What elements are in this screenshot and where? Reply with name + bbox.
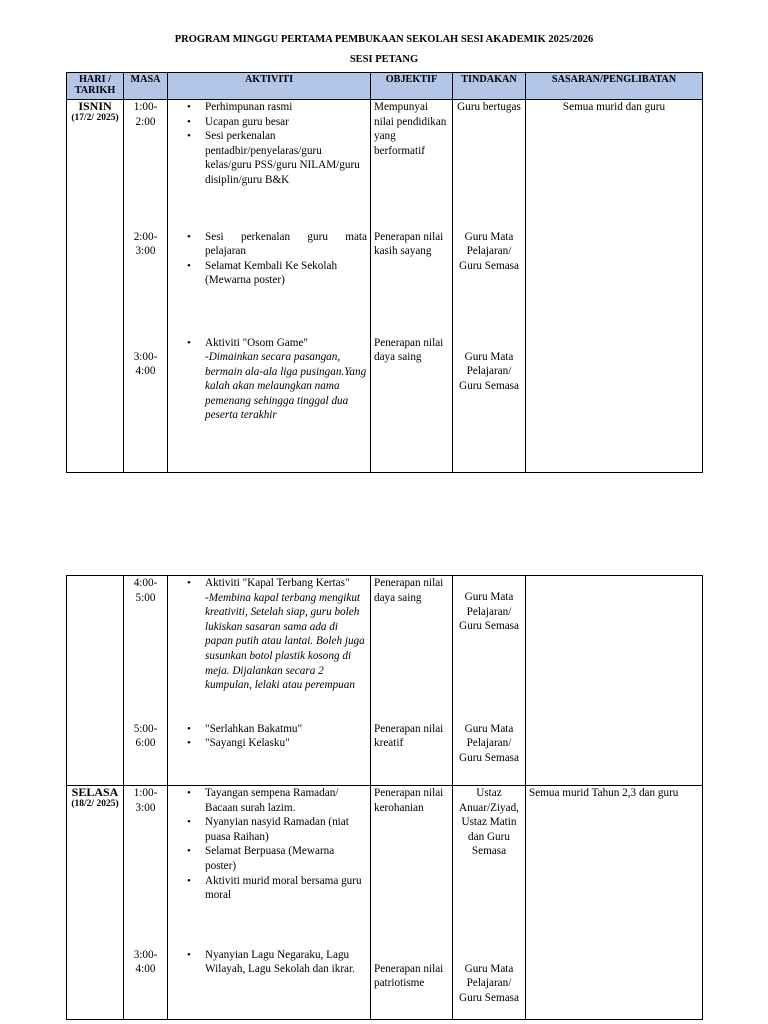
header-objektif: OBJEKTIF <box>371 73 453 100</box>
list-item: • Sesi perkenalan pentadbir/penyelaras/guru kelas/guru PSS/guru NILAM/guru disiplin/guru B&K <box>205 129 367 187</box>
list-item: • Selamat Kembali Ke Sekolah (Mewarna poster) <box>205 259 367 288</box>
sasaran-cell: Semua murid Tahun 2,3 dan guru <box>526 786 703 1020</box>
table-row <box>67 100 703 230</box>
objektif-cell: Mempunyai nilai pendidikan yang berformatif <box>371 100 453 230</box>
aktiviti-cell <box>168 576 371 722</box>
header-row <box>67 73 703 100</box>
activity-description: -Membina kapal terbang mengikut kreativiti, Setelah siap, guru boleh lukiskan sasaran sama ada di papan putih atau lantai. Boleh juga susunkan botol plastik kosong di meja. Dijalankan secara 2 kumpulan, lelaki atau perempuan <box>205 591 365 692</box>
sasaran-cell-empty <box>526 576 703 786</box>
day-cell-empty <box>67 576 124 786</box>
schedule-table-part-2 <box>66 575 703 1020</box>
tindakan-cell: Guru Mata Pelajaran/ Guru Semasa <box>453 336 526 473</box>
activity-description: -Dimainkan secara pasangan, bermain ala-ala liga pusingan.Yang kalah akan melaungkan nama pemenang sehingga tinggal dua peserta terakhir <box>205 351 367 422</box>
tindakan-cell: Guru Mata Pelajaran/ Guru Semasa <box>453 576 526 722</box>
list-item <box>205 576 367 693</box>
objektif-cell: Penerapan nilai kasih sayang <box>371 230 453 336</box>
masa-cell: 3:00- 4:00 <box>124 336 168 473</box>
header-tindakan: TINDAKAN <box>453 73 526 100</box>
day-date: (17/2/ 2025) <box>71 113 119 123</box>
day-date: (18/2/ 2025) <box>71 799 119 809</box>
day-name: ISNIN <box>78 99 112 113</box>
list-item: • Perhimpunan rasmi <box>205 100 367 115</box>
masa-cell: 5:00- 6:00 <box>124 722 168 786</box>
table-row <box>67 576 703 722</box>
aktiviti-cell <box>168 230 371 336</box>
list-item <box>205 336 367 424</box>
day-cell-isnin <box>67 100 124 473</box>
activity-title: Aktiviti "Kapal Terbang Kertas" <box>205 577 350 589</box>
header-hari: HARI / TARIKH <box>67 73 124 100</box>
aktiviti-cell <box>168 948 371 1020</box>
list-item: • Nyanyian nasyid Ramadan (niat puasa Raihan) <box>205 815 367 844</box>
tindakan-cell: Guru Mata Pelajaran/ Guru Semasa <box>453 230 526 336</box>
list-item: • Aktiviti murid moral bersama guru moral <box>205 874 367 903</box>
aktiviti-cell <box>168 100 371 230</box>
tindakan-cell: Guru Mata Pelajaran/ Guru Semasa <box>453 948 526 1020</box>
objektif-cell: Penerapan nilai kerohanian <box>371 786 453 948</box>
tindakan-cell: Guru bertugas <box>453 100 526 230</box>
objektif-cell: Penerapan nilai daya saing <box>371 576 453 722</box>
masa-cell: 3:00- 4:00 <box>124 948 168 1020</box>
header-sasaran: SASARAN/PENGLIBATAN <box>526 73 703 100</box>
day-cell-selasa <box>67 786 124 1020</box>
list-item: • Nyanyian Lagu Negaraku, Lagu Wilayah, Lagu Sekolah dan ikrar. <box>205 948 367 977</box>
day-name: SELASA <box>71 785 119 799</box>
tindakan-cell: Guru Mata Pelajaran/ Guru Semasa <box>453 722 526 786</box>
masa-cell: 1:00- 3:00 <box>124 786 168 948</box>
schedule-table-part-1 <box>66 72 703 473</box>
sasaran-cell: Semua murid dan guru <box>526 100 703 473</box>
list-item: • Sesi perkenalan guru mata pelajaran <box>205 230 367 259</box>
objektif-cell: Penerapan nilai daya saing <box>371 336 453 473</box>
tindakan-cell: Ustaz Anuar/Ziyad, Ustaz Matin dan Guru Semasa <box>453 786 526 948</box>
document-subtitle: SESI PETANG <box>349 54 419 65</box>
list-item: • Ucapan guru besar <box>205 115 367 130</box>
list-item: • "Sayangi Kelasku" <box>205 736 367 751</box>
list-item: • Selamat Berpuasa (Mewarna poster) <box>205 844 367 873</box>
objektif-cell: Penerapan nilai patriotisme <box>371 948 453 1020</box>
aktiviti-cell <box>168 786 371 948</box>
list-item: • "Serlahkan Bakatmu" <box>205 722 367 737</box>
objektif-cell: Penerapan nilai kreatif <box>371 722 453 786</box>
activity-title: Aktiviti "Osom Game" <box>205 336 308 349</box>
document-title: PROGRAM MINGGU PERTAMA PEMBUKAAN SEKOLAH SESI AKADEMIK 2025/2026 <box>174 34 594 45</box>
masa-cell: 1:00- 2:00 <box>124 100 168 230</box>
list-item: • Tayangan sempena Ramadan/ Bacaan surah lazim. <box>205 786 367 815</box>
header-masa: MASA <box>124 73 168 100</box>
masa-cell: 2:00- 3:00 <box>124 230 168 336</box>
masa-cell: 4:00- 5:00 <box>124 576 168 722</box>
aktiviti-cell <box>168 336 371 473</box>
header-aktiviti: AKTIVITI <box>168 73 371 100</box>
aktiviti-cell <box>168 722 371 786</box>
table-row <box>67 786 703 948</box>
